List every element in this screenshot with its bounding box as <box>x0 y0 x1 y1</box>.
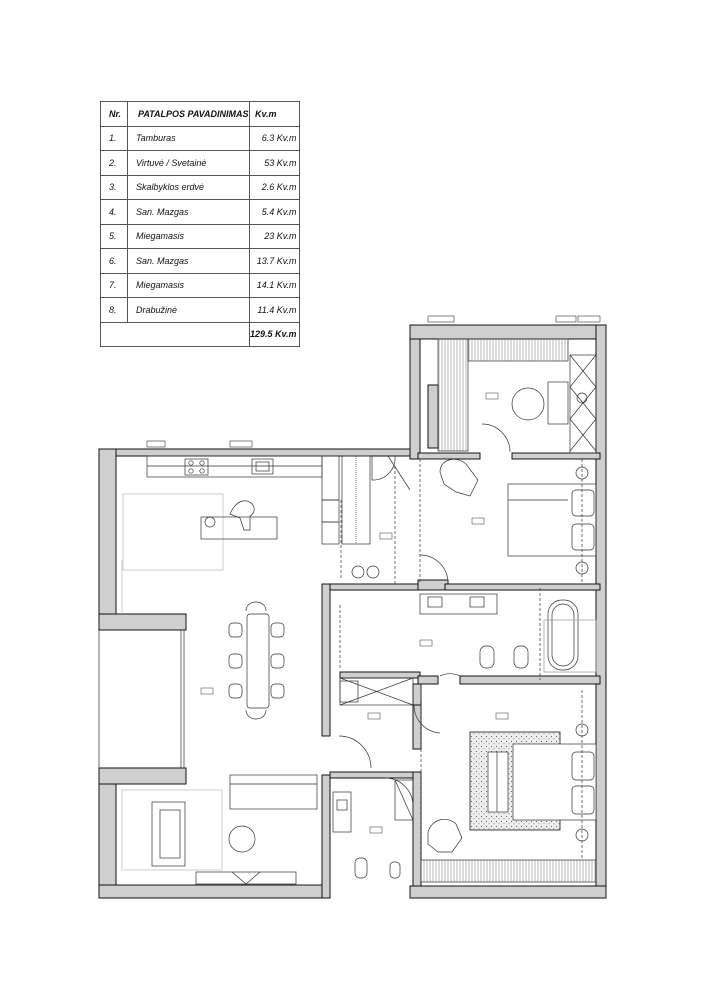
row-area: 23 Kv.m <box>250 224 300 249</box>
row-nr: 5. <box>101 224 128 249</box>
row-room-name: Skalbyklos erdvė <box>128 175 250 200</box>
wall-segment <box>99 449 410 456</box>
row-nr: 4. <box>101 200 128 225</box>
wall-segment <box>99 449 116 614</box>
dryer <box>367 566 379 578</box>
wall-segment <box>99 768 186 784</box>
row-room-name: San. Mazgas <box>128 249 250 274</box>
bathroom-large <box>340 588 596 680</box>
row-area: 5.4 Kv.m <box>250 200 300 225</box>
row-area: 14.1 Kv.m <box>250 273 300 298</box>
row-room-name: Tamburas <box>128 126 250 151</box>
toilet <box>355 858 367 878</box>
room-tag <box>368 713 380 719</box>
dining-chairs <box>229 602 284 719</box>
fridge <box>322 456 339 500</box>
bathtub <box>548 600 578 670</box>
wall-segment <box>413 772 421 898</box>
dining-table <box>247 614 269 708</box>
room-tag <box>380 533 392 539</box>
wall-segment <box>330 772 414 778</box>
header-nr: Nr. <box>101 102 128 127</box>
hall-and-laundry <box>339 456 448 768</box>
dining-zone-rug <box>123 494 223 570</box>
corridor-door <box>420 555 448 582</box>
bathroom-door <box>440 674 460 676</box>
room-tag <box>370 827 382 833</box>
wall-segment <box>99 614 186 630</box>
row-area: 2.6 Kv.m <box>250 175 300 200</box>
armchair-person <box>440 459 478 496</box>
kitchen-island <box>201 517 277 539</box>
wall-segment <box>99 768 116 898</box>
pantry <box>322 500 339 522</box>
laundry-door <box>339 736 371 768</box>
dimension-tag <box>230 441 252 447</box>
wall-segment <box>512 453 600 459</box>
oven-column <box>322 522 339 544</box>
entrance-door <box>372 456 395 480</box>
wall-segment <box>410 325 420 459</box>
sofa <box>230 775 317 809</box>
wall-segment <box>322 775 330 898</box>
row-area: 53 Kv.m <box>250 151 300 176</box>
header-room-name: PATALPOS PAVADINIMAS <box>128 102 250 127</box>
bathroom-vanity <box>333 792 351 832</box>
dimension-tag <box>428 316 454 322</box>
row-room-name: San. Mazgas <box>128 200 250 225</box>
wall-segment <box>596 325 606 898</box>
armchair-person <box>428 819 462 852</box>
closet-shelving <box>468 339 568 361</box>
row-area: 6.3 Kv.m <box>250 126 300 151</box>
wall-segment <box>413 705 421 749</box>
wall-segment <box>418 453 480 459</box>
bed <box>513 744 596 820</box>
wall-segment <box>410 886 606 898</box>
bidet <box>390 862 400 878</box>
bathroom-toilet <box>480 646 494 668</box>
bedroom-upper <box>420 459 596 584</box>
row-nr: 3. <box>101 175 128 200</box>
total-area: 129.5 Kv.m <box>250 322 300 347</box>
hall-door-swing <box>388 456 410 490</box>
wardrobe-strip <box>421 860 596 882</box>
wall-segment <box>428 385 438 448</box>
room-tag <box>472 518 484 524</box>
wall-segment <box>99 885 329 898</box>
ottoman <box>512 388 544 420</box>
person-figure <box>230 501 254 530</box>
wall-segment <box>445 584 600 590</box>
closet-shelving <box>438 339 468 451</box>
wall-segment <box>322 584 330 736</box>
bath-door <box>385 778 413 806</box>
kitchen-sink <box>252 459 273 474</box>
wall-segment <box>460 676 600 684</box>
row-nr: 6. <box>101 249 128 274</box>
island-stool <box>205 517 215 527</box>
row-area: 13.7 Kv.m <box>250 249 300 274</box>
row-nr: 2. <box>101 151 128 176</box>
wall-segment <box>410 325 606 339</box>
laundry-unit <box>340 681 358 702</box>
row-nr: 1. <box>101 126 128 151</box>
kitchen-counter <box>147 456 322 477</box>
bathroom-bidet <box>514 646 528 668</box>
row-room-name: Drabužinė <box>128 298 250 323</box>
kitchen-living-room <box>122 456 339 884</box>
room-tag <box>420 640 432 646</box>
row-room-name: Miegamasis <box>128 224 250 249</box>
wall-segment <box>418 676 438 684</box>
wall-segment <box>330 584 420 590</box>
closet-shelving <box>570 355 596 453</box>
row-room-name: Virtuvė / Svetainė <box>128 151 250 176</box>
dimension-tag <box>556 316 576 322</box>
row-nr: 8. <box>101 298 128 323</box>
walk-in-closet <box>438 339 596 453</box>
dimension-tag <box>578 316 600 322</box>
wall-segment <box>340 672 420 678</box>
dimension-tag <box>147 441 165 447</box>
row-room-name: Miegamasis <box>128 273 250 298</box>
nightstand <box>576 467 588 479</box>
washing-machine <box>352 566 364 578</box>
coffee-table <box>229 826 255 852</box>
cooktop <box>185 459 208 475</box>
room-tag <box>201 688 213 694</box>
bedroom-lower <box>421 684 596 882</box>
closet-island <box>548 382 568 424</box>
room-tag <box>496 713 508 719</box>
nightstand <box>576 562 588 574</box>
wall-segment <box>418 580 448 590</box>
header-area: Kv.m <box>250 102 300 127</box>
bed <box>508 484 596 556</box>
windows <box>99 630 184 768</box>
room-tag <box>486 393 498 399</box>
row-nr: 7. <box>101 273 128 298</box>
tv-console <box>196 872 296 884</box>
closet-door <box>482 424 510 452</box>
bench <box>488 752 508 812</box>
row-area: 11.4 Kv.m <box>250 298 300 323</box>
